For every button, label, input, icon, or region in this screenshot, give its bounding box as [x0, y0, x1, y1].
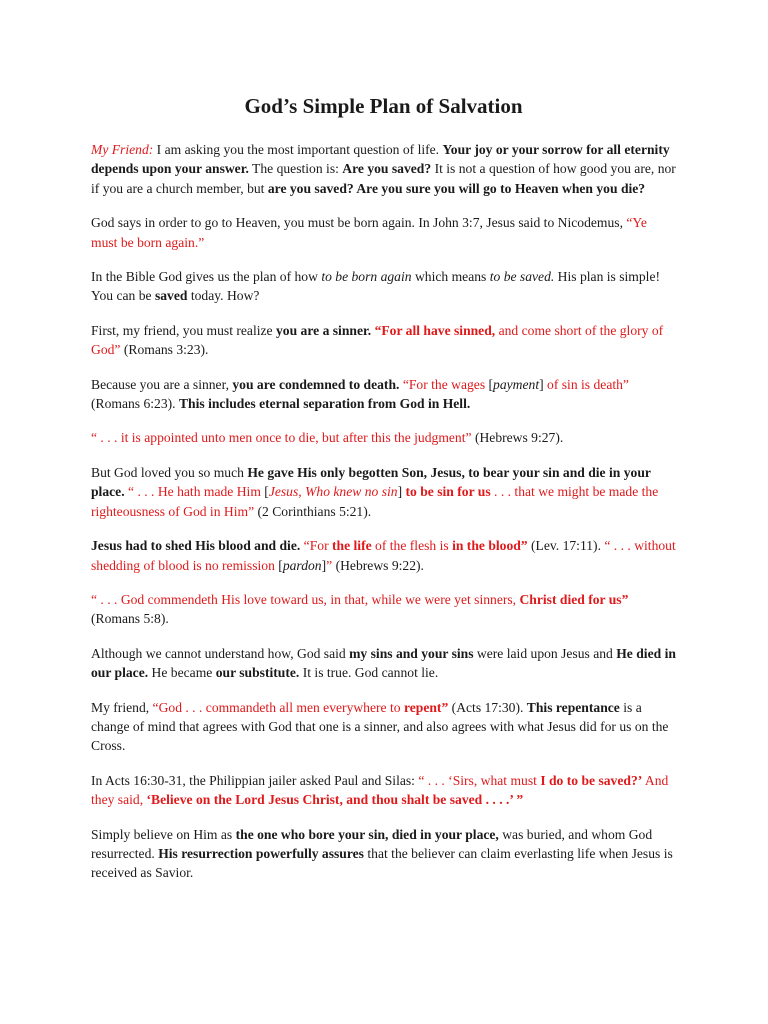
paragraph-text: (Hebrews 9:22).	[332, 557, 424, 573]
paragraph-text: [	[278, 557, 283, 573]
scripture-quote-text: Christ died for us”	[519, 591, 629, 607]
paragraph-text: to be saved.	[489, 269, 555, 285]
paragraph-text: is a change of mind that agrees with God that one is a sinner, and also agrees with what Jesus did for us on the Cross.	[91, 699, 669, 754]
paragraph-text: today. How?	[187, 288, 260, 304]
scripture-quote-text: I do to be saved?’	[540, 772, 643, 788]
scripture-quote-text: My Friend:	[91, 142, 154, 157]
paragraph-text: This repentance	[526, 699, 620, 715]
paragraph-text: God says in order to go to Heaven, you must be born again. In John 3:7, Jesus said to Nicodemus,	[91, 215, 627, 231]
paragraph-text: (Hebrews 9:27).	[471, 430, 564, 446]
scripture-quote-text: “For all have sinned,	[374, 322, 496, 338]
paragraph-text: Because you are a sinner,	[91, 376, 233, 392]
paragraph-text: Are you saved?	[342, 161, 432, 177]
paragraph-9	[91, 590, 676, 629]
paragraph-text: It is not a question of how good you are, nor if you are a church member, but	[91, 161, 676, 196]
scripture-quote-text: “ . . . without shedding of blood is no remission	[91, 538, 676, 573]
paragraph-text: saved	[154, 288, 188, 304]
paragraph-text: My friend,	[91, 699, 153, 715]
paragraph-text: [	[488, 376, 494, 392]
paragraph-5	[91, 375, 676, 414]
paragraph-text: But God loved you so much	[91, 464, 248, 480]
paragraph-2	[91, 213, 676, 252]
scripture-quote-text: ‘Believe on the Lord Jesus Christ, and thou shalt be saved . . . .’ ”	[146, 792, 524, 808]
paragraph-text: pardon	[282, 557, 322, 573]
paragraph-text: you are a sinner.	[276, 322, 372, 338]
paragraph-3	[91, 267, 676, 306]
paragraph-text: I am asking you the most important question of life.	[153, 142, 443, 157]
paragraph-text: (2 Corinthians 5:21).	[254, 503, 372, 519]
paragraph-text: In Acts 16:30-31, the Philippian jailer asked Paul and Silas:	[91, 772, 419, 788]
scripture-quote-text: “For	[303, 538, 332, 554]
scripture-quote-text: “For the wages	[402, 376, 489, 392]
paragraph-text: payment	[493, 376, 540, 392]
scripture-quote-text: “ . . . God commendeth His love toward us, in that, while we were yet sinners,	[91, 591, 520, 607]
paragraph-11	[91, 698, 676, 756]
paragraph-text: ]	[321, 557, 327, 573]
scripture-quote-text: “ . . . ‘Sirs, what must	[418, 772, 541, 788]
scripture-quote-text: . . . that we might be made the righteousness of God in Him”	[91, 484, 659, 519]
paragraph-text: It is true. God cannot lie.	[299, 665, 439, 681]
paragraph-text: my sins and your sins	[349, 645, 474, 661]
scripture-quote-text: “God . . . commandeth all men everywhere to	[152, 699, 404, 715]
paragraph-text: you are condemned to death.	[232, 376, 400, 392]
scripture-quote-text: “ . . . it is appointed unto men once to die, but after this the judgment”	[91, 430, 472, 446]
paragraph-text: He died in our place.	[91, 645, 676, 681]
scripture-quote-text: in the blood”	[452, 538, 528, 554]
paragraph-12	[91, 771, 676, 810]
paragraph-text: was buried, and whom God resurrected.	[91, 826, 653, 861]
paragraph-10	[91, 644, 676, 683]
scripture-quote-text: ”	[326, 557, 333, 573]
paragraph-text: Your joy or your sorrow for all eternity depends upon your answer.	[91, 142, 670, 177]
paragraph-text: Although we cannot understand how, God said	[91, 645, 350, 661]
paragraph-text: which means	[411, 269, 490, 285]
paragraph-text: (Romans 5:8).	[91, 611, 169, 627]
paragraph-text: (Romans 3:23).	[120, 342, 209, 358]
paragraph-text: our substitute.	[215, 665, 300, 681]
scripture-quote-text: to be sin for us	[405, 484, 491, 500]
paragraph-text: were laid upon Jesus and	[473, 645, 617, 661]
paragraph-6	[91, 428, 676, 447]
paragraph-text: This includes eternal separation from God in Hell.	[178, 396, 471, 412]
page-title: God’s Simple Plan of Salvation	[244, 94, 523, 118]
paragraph-text: [	[264, 484, 269, 500]
scripture-quote-text: of the flesh is	[371, 538, 453, 554]
paragraph-text: (Romans 6:23).	[91, 396, 179, 412]
scripture-quote-text: And they said,	[91, 772, 669, 808]
paragraph-13	[91, 825, 676, 883]
scripture-quote-text: “Ye must be born again.”	[91, 215, 647, 250]
scripture-quote-text: of sin is death”	[543, 376, 629, 392]
paragraph-text: ]	[539, 376, 544, 392]
document-body	[91, 140, 676, 883]
scripture-quote-text: Jesus, Who knew no sin	[268, 484, 398, 500]
scripture-quote-text: “ . . . He hath made Him	[128, 484, 265, 500]
scripture-quote-text: the life	[332, 538, 372, 554]
paragraph-text: are you saved? Are you sure you will go to Heaven when you die?	[267, 180, 646, 196]
paragraph-text: to be born again	[321, 269, 412, 285]
paragraph-text: the one who bore your sin, died in your place,	[235, 826, 499, 842]
paragraph-text: His plan is simple! You can be	[91, 269, 661, 304]
paragraph-text: that the believer can claim everlasting life when Jesus is received as Savior.	[91, 845, 673, 881]
paragraph-text: (Lev. 17:11).	[527, 538, 605, 554]
paragraph-text: In the Bible God gives us the plan of how	[91, 269, 322, 285]
paragraph-text: He became	[148, 665, 216, 681]
paragraph-text: First, my friend, you must realize	[91, 322, 276, 338]
scripture-quote-text: repent”	[403, 699, 449, 715]
paragraph-text: ]	[397, 484, 403, 500]
scripture-quote-text: and come short of the glory of God”	[91, 322, 664, 358]
paragraph-text: His resurrection powerfully assures	[158, 845, 364, 861]
paragraph-text: (Acts 17:30).	[448, 699, 527, 715]
paragraph-4	[91, 321, 676, 360]
paragraph-text: Simply believe on Him as	[91, 826, 236, 842]
paragraph-8	[91, 536, 676, 575]
paragraph-text: He gave His only begotten Son, Jesus, to bear your sin and die in your place.	[91, 464, 651, 500]
paragraph-7	[91, 463, 676, 521]
paragraph-text: Jesus had to shed His blood and die.	[91, 538, 301, 554]
paragraph-1	[91, 140, 676, 198]
paragraph-text: The question is:	[248, 161, 343, 177]
